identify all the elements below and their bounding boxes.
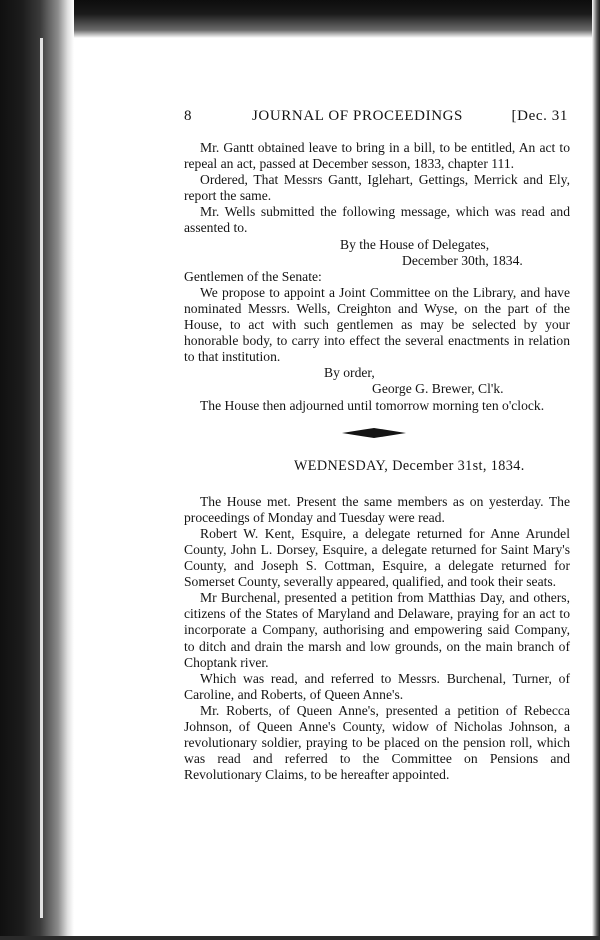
scan-border-right — [592, 0, 600, 940]
paragraph-wells-message: Mr. Wells submitted the following message, which was read and assented to. — [184, 204, 570, 236]
page-number: 8 — [184, 108, 193, 124]
message-signature: George G. Brewer, Cl'k. — [372, 381, 504, 397]
paragraph-burchenal-petition: Mr Burchenal, presented a petition from Matthias Day, and others, citizens of the States of Maryland and Delaware, praying for an act to incorporate a Company, authorising and empowering said Company, to ditch and drain the marsh and low grounds, on the main branch of Choptank river. — [184, 590, 570, 670]
page-gutter-shadow — [40, 38, 43, 918]
day-heading: WEDNESDAY, December 31st, 1834. — [294, 457, 525, 474]
scan-border-top — [0, 0, 600, 38]
message-salutation: Gentlemen of the Senate: — [184, 268, 322, 284]
scan-border-bottom — [0, 936, 600, 940]
document-page — [184, 106, 570, 783]
paragraph-adjournment: The House then adjourned until tomorrow morning ten o'clock. — [200, 397, 545, 413]
paragraph-delegates-seated: Robert W. Kent, Esquire, a delegate returned for Anne Arundel County, John L. Dorsey, Esquire, a delegate returned for Saint Mary's County, and Joseph S. Cottman, Esquire, a delegate returned for Somerset County, severally appeared, qualified, and took their seats. — [184, 525, 570, 590]
message-from: By the House of Delegates, — [340, 236, 490, 252]
message-date: December 30th, 1834. — [402, 252, 523, 268]
paragraph-ordered-report: Ordered, That Messrs Gantt, Iglehart, Gettings, Merrick and Ely, report the same. — [184, 172, 570, 204]
running-head — [184, 106, 570, 128]
paragraph-house-met: The House met. Present the same members as on yesterday. The proceedings of Monday and Tuesday were read. — [184, 493, 570, 525]
journal-title: JOURNAL OF PROCEEDINGS — [252, 108, 463, 124]
header-date: [Dec. 31 — [511, 108, 568, 124]
paragraph-referred: Which was read, and referred to Messrs. Burchenal, Turner, of Caroline, and Roberts, of Queen Anne's. — [184, 670, 570, 702]
paragraph-roberts-petition: Mr. Roberts, of Queen Anne's, presented a petition of Rebecca Johnson, of Queen Anne's County, widow of Nicholas Johnson, a revolutionary soldier, praying to be placed on the pension roll, which was read and referred to the Committee on Pensions and Revolutionary Claims, to be hereafter appointed. — [184, 702, 570, 783]
scan-border-left — [0, 0, 74, 940]
message-body: We propose to appoint a Joint Committee on the Library, and have nominated Messrs. Wells, Creighton and Wyse, on the part of the House, to act with such gentlemen as may be selected by your honorable body, to carry into effect the several enactments in relation to that institution. — [184, 284, 570, 365]
ornament-divider — [184, 422, 570, 454]
message-closing: By order, — [324, 365, 375, 381]
paragraph-gantt-bill: Mr. Gantt obtained leave to bring in a bill, to be entitled, An act to repeal an act, passed at December sesson, 1833, chapter 111. — [184, 140, 570, 172]
double-pointed-rule-ornament-icon — [342, 428, 406, 438]
